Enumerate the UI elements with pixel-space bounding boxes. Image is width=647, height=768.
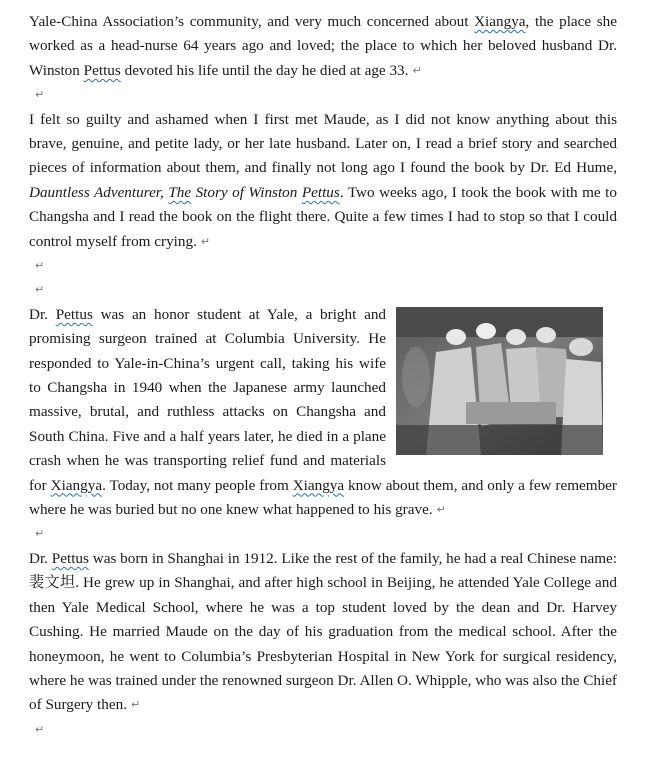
empty-paragraph <box>29 718 617 742</box>
spellcheck-word[interactable]: Xiangya <box>292 476 345 494</box>
line-break-mark-icon: ↵ <box>436 503 446 517</box>
empty-paragraph <box>29 278 617 302</box>
text-run: , the place she worked as a head-nurse 64 years ago and loved; the place to which her beloved husband Dr. Winston <box>29 13 617 79</box>
spellcheck-word[interactable]: Pettus <box>301 183 340 201</box>
text-run: . Today, not many people from <box>102 476 293 494</box>
book-title: Story of Winston <box>195 183 298 201</box>
surgery-photo[interactable] <box>396 307 603 455</box>
text-run: I felt so guilty and ashamed when I first met Maude, as I did not know anything about this brave, genuine, and petite lady, or her late husband. Later on, I read a brief story and searched pieces of information about them, and finally not long ago I found the book by Dr. Ed Hume, <box>29 110 617 177</box>
text-run: . <box>339 183 344 201</box>
spellcheck-word[interactable]: Pettus <box>55 305 93 323</box>
spellcheck-word[interactable]: Pettus <box>51 549 89 567</box>
spellcheck-word[interactable]: The <box>168 183 192 201</box>
paragraph-mark-icon: ↵ <box>35 283 45 297</box>
paragraph-mark-icon: ↵ <box>35 259 45 273</box>
book-title: Dauntless Adventurer, <box>29 183 164 201</box>
paragraph-mark-icon: ↵ <box>131 698 141 712</box>
text-run: was born in Shanghai in 1912. Like the rest of the family, he had a real Chinese name: 裴文坦. He grew up in Shanghai, and after high school in Beijing, he attended Yale College and then Yale Medical School, where he was a top student loved by the dean and Dr. Harvey Cushing. He married Maude on the day of his graduation from the medical school. After the honeymoon, he went to Columbia’s Presbyterian Hospital in New York for surgical residency, where he was trained under the renowned surgeon Dr. Allen O. Whipple, who was also the Chief of Surgery then. <box>29 549 617 714</box>
text-run: know about them, and only a few remember where he was buried but no one knew what happened to his grave. <box>29 476 617 519</box>
paragraph-mark-icon: ↵ <box>412 63 422 77</box>
text-run: Dr. <box>29 549 52 567</box>
paragraph-mark-icon: ↵ <box>35 722 45 736</box>
paragraph-4 <box>29 547 617 718</box>
document-page <box>29 10 617 742</box>
spellcheck-word[interactable]: Pettus <box>83 61 121 79</box>
text-run: Yale-China Association’s community, and very much concerned about <box>29 13 475 30</box>
text-run: Two weeks ago, I took the book with me to Changsha and I read the book on the flight there. Quite a few times I had to stop so that I could control myself from crying. <box>29 183 617 250</box>
paragraph-mark-icon: ↵ <box>35 527 45 541</box>
surgery-photo-image <box>396 307 603 455</box>
spellcheck-word[interactable]: Xiangya <box>474 13 526 30</box>
empty-paragraph <box>29 83 617 107</box>
line-break-mark-icon: ↵ <box>200 234 211 248</box>
paragraph-1 <box>29 10 617 83</box>
paragraph-mark-icon: ↵ <box>35 88 45 102</box>
empty-paragraph <box>29 254 617 278</box>
text-run: Dr. <box>29 305 56 323</box>
paragraph-3 <box>29 303 617 523</box>
spellcheck-word[interactable]: Xiangya <box>50 476 103 494</box>
empty-paragraph <box>29 522 617 546</box>
text-run: was an honor student at Yale, a bright and promising surgeon trained at Columbia University. He responded to Yale-in-China’s urgent call, taking his wife to Changsha in 1940 when the Japanese army launched massive, brutal, and ruthless attacks on Changsha and South China. Five and a half years later, he died in a plane crash when he was transporting relief fund and materials for <box>29 305 387 494</box>
text-run: devoted his life until the day he died at age 33. <box>120 61 409 79</box>
paragraph-2 <box>29 108 617 254</box>
